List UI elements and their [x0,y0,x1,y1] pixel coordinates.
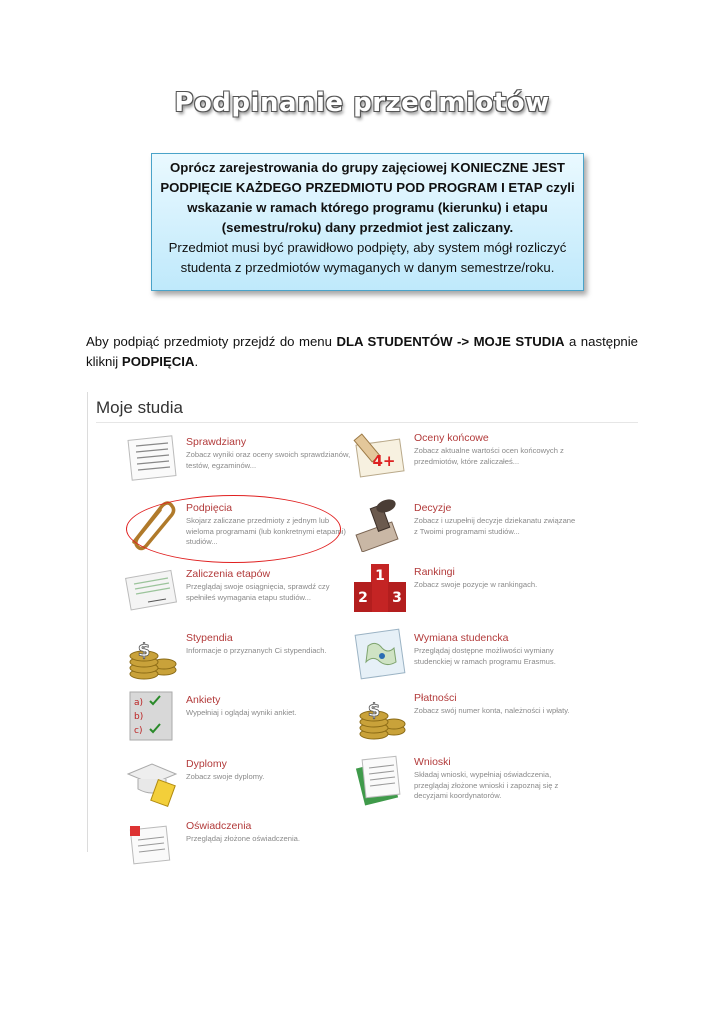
note-bold-line: wskazanie w ramach którego programu (kierunku) i etapu [187,200,548,215]
tile-title[interactable]: Oceny końcowe [414,432,489,444]
tile-title[interactable]: Sprawdziany [186,436,247,448]
map-icon [352,626,408,682]
tile-wymiana-studencka[interactable] [352,626,592,682]
tile-title[interactable]: Ankiety [186,694,221,706]
tile-description: Składaj wnioski, wypełniaj oświadczenia, przeglądaj złożone wnioski i zapoznaj się z decyzjami koordynatorów. [414,770,559,800]
target-link-name: PODPIĘCIA [121,354,195,369]
survey-option-label: a) [134,698,144,708]
tile-title[interactable]: Wymiana studencka [414,632,509,644]
graduation-cap-icon [124,752,180,808]
svg-text:$: $ [367,700,381,721]
stamp-icon [352,496,408,552]
tile-description: Zobacz swój numer konta, należności i wpłaty. [414,706,570,715]
tile-description: Skojarz zaliczane przedmioty z jednym lub wieloma programami (lub konkretnymi etapami) studiów... [186,516,346,546]
grade-book-icon [352,426,408,482]
coins-icon [124,626,180,682]
tile-oceny-koncowe[interactable] [352,426,592,482]
info-note-box [151,153,584,291]
screenshot-heading: Moje studia [96,398,183,417]
tile-platnosci[interactable] [352,686,592,742]
tile-stypendia[interactable] [124,626,364,682]
page-title: Podpinanie przedmiotów [174,88,550,118]
tile-sprawdziany[interactable] [124,430,364,486]
podium-digit: 2 [358,590,368,606]
tile-ankiety[interactable] [124,688,364,744]
highlight-ellipse [126,495,341,563]
certificate-icon [124,562,180,618]
tile-title[interactable]: Dyplomy [186,758,227,770]
tile-rankingi[interactable] [352,560,592,616]
instruction-paragraph [86,332,638,372]
forms-icon [352,750,408,806]
tile-zaliczenia-etapow[interactable] [124,562,364,618]
tile-decyzje[interactable] [352,496,592,552]
svg-text:$: $ [137,640,151,661]
podium-icon [352,560,408,616]
divider [96,422,638,423]
tile-description: Zobacz swoje pozycje w rankingach. [414,580,538,589]
tile-title[interactable]: Zaliczenia etapów [186,568,271,580]
money-icon [352,686,408,742]
document-icon [124,814,180,870]
grade-label: 4+ [372,452,396,470]
tile-title[interactable]: Podpięcia [186,502,233,514]
tile-description: Wypełniaj i oglądaj wyniki ankiet. [186,708,297,717]
survey-option-label: b) [134,712,144,722]
tile-title[interactable]: Wnioski [414,756,451,768]
tile-title[interactable]: Oświadczenia [186,820,252,832]
tile-description: Zobacz swoje dyplomy. [186,772,265,781]
tile-title[interactable]: Rankingi [414,566,455,578]
instruction-text: Aby podpiąć przedmioty przejdź do menu [86,334,337,349]
tile-wnioski[interactable] [352,750,592,806]
test-sheet-icon [124,430,180,486]
note-bold-line: Oprócz zarejestrowania do grupy zajęciowej KONIECZNE JEST [170,160,565,175]
tile-title[interactable]: Decyzje [414,502,452,514]
tile-description: Zobacz aktualne wartości ocen końcowych z przedmiotów, które zaliczałeś... [414,446,564,466]
instruction-text: a następnie kliknij [86,334,638,369]
podium-digit: 1 [375,568,385,584]
note-line: studenta z przedmiotów wymaganych w danym semestrze/roku. [180,260,555,275]
tile-description: Zobacz wyniki oraz oceny swoich sprawdzianów, testów, egzaminów... [186,450,351,470]
menu-path: DLA STUDENTÓW -> MOJE STUDIA [336,334,565,349]
tile-description: Informacje o przyznanych Ci stypendiach. [186,646,327,655]
tile-description: Przeglądaj złożone oświadczenia. [186,834,300,843]
note-bold-line: PODPIĘCIE KAŻDEGO PRZEDMIOTU POD PROGRAM I ETAP czyli [160,180,575,195]
tile-title[interactable]: Stypendia [186,632,233,644]
survey-icon [124,688,180,744]
note-bold-line: (semestru/roku) dany przedmiot jest zaliczany. [221,220,514,235]
moje-studia-screenshot [87,392,638,852]
tile-description: Zobacz i uzupełnij decyzje dziekanatu związane z Twoimi programami studiów... [414,516,576,536]
instruction-text: . [194,354,199,369]
tile-description: Przeglądaj swoje osiągnięcia, sprawdź czy spełniłeś wymagania etapu studiów... [186,582,330,602]
tile-title[interactable]: Płatności [414,692,457,704]
tile-dyplomy[interactable] [124,752,364,808]
survey-option-label: c) [134,726,143,736]
note-line: Przedmiot musi być prawidłowo podpięty, aby system mógł rozliczyć [168,240,567,255]
podium-digit: 3 [392,590,402,606]
tile-description: Przeglądaj dostępne możliwości wymiany studenckiej w ramach programu Erasmus. [414,646,556,666]
tile-oswiadczenia[interactable] [124,814,364,870]
